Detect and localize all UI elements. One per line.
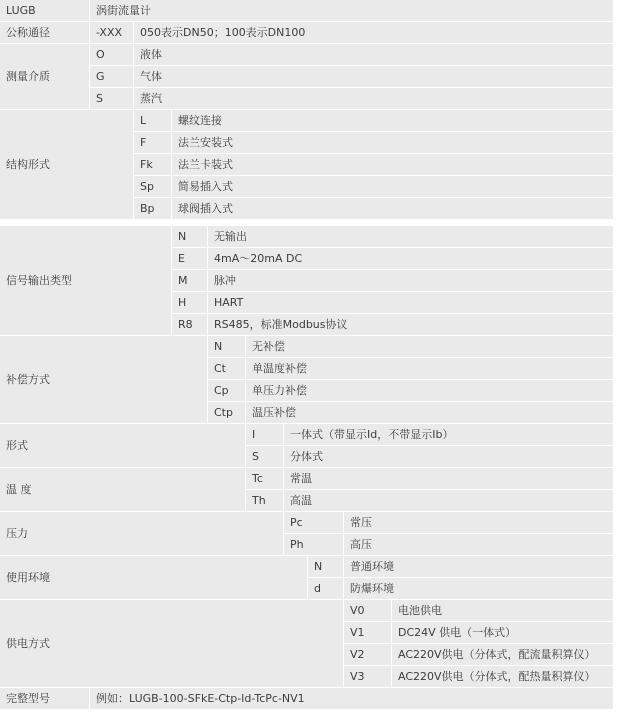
power-code: V2 [344,644,392,666]
power-desc: AC220V供电（分体式，配流量积算仪） [392,644,614,666]
nominal-diameter-label: 公称通径 [0,22,90,44]
structure-desc: 螺纹连接 [172,110,614,132]
signal-output-desc: 无输出 [208,226,614,248]
power-desc: DC24V 供电（一体式） [392,622,614,644]
structure-desc: 法兰卡装式 [172,154,614,176]
nominal-diameter-code: -XXX [90,22,134,44]
temperature-code: Th [246,490,284,512]
environment-code: d [308,578,344,600]
signal-output-code: H [172,292,208,314]
power-desc: AC220V供电（分体式，配热量积算仪） [392,666,614,688]
medium-code: G [90,66,134,88]
compensation-desc: 温压补偿 [246,402,614,424]
signal-output-desc: HART [208,292,614,314]
temperature-label: 温 度 [0,468,246,512]
pressure-desc: 常压 [344,512,614,534]
form-label: 形式 [0,424,246,468]
model-name: 涡街流量计 [90,0,614,22]
structure-code: Fk [134,154,172,176]
temperature-desc: 常温 [284,468,614,490]
signal-output-code: E [172,248,208,270]
signal-output-desc: RS485，标准Modbus协议 [208,314,614,336]
form-code: S [246,446,284,468]
pressure-code: Ph [284,534,344,556]
full-model-label: 完整型号 [0,688,90,710]
form-code: I [246,424,284,446]
compensation-code: Ctp [208,402,246,424]
pressure-desc: 高压 [344,534,614,556]
compensation-desc: 单温度补偿 [246,358,614,380]
environment-desc: 普通环境 [344,556,614,578]
medium-desc: 气体 [134,66,614,88]
medium-code: O [90,44,134,66]
compensation-desc: 无补偿 [246,336,614,358]
signal-output-desc: 脉冲 [208,270,614,292]
temperature-code: Tc [246,468,284,490]
signal-output-code: N [172,226,208,248]
signal-output-label: 信号输出类型 [0,226,172,336]
medium-code: S [90,88,134,110]
signal-output-desc: 4mA～20mA DC [208,248,614,270]
power-code: V1 [344,622,392,644]
compensation-code: Cp [208,380,246,402]
full-model-example: 例如：LUGB-100-SFkE-Ctp-Id-TcPc-NV1 [90,688,614,710]
power-code: V3 [344,666,392,688]
temperature-desc: 高温 [284,490,614,512]
structure-code: Sp [134,176,172,198]
compensation-desc: 单压力补偿 [246,380,614,402]
medium-desc: 蒸汽 [134,88,614,110]
structure-label: 结构形式 [0,110,134,220]
power-desc: 电池供电 [392,600,614,622]
structure-code: F [134,132,172,154]
signal-output-code: R8 [172,314,208,336]
structure-desc: 简易插入式 [172,176,614,198]
nominal-diameter-desc: 050表示DN50；100表示DN100 [134,22,614,44]
medium-label: 测量介质 [0,44,90,110]
environment-code: N [308,556,344,578]
form-desc: 一体式（带显示Id，不带显示Ib） [284,424,614,446]
power-code: V0 [344,600,392,622]
compensation-code: N [208,336,246,358]
power-label: 供电方式 [0,600,344,688]
structure-desc: 法兰安装式 [172,132,614,154]
structure-code: Bp [134,198,172,220]
pressure-code: Pc [284,512,344,534]
structure-desc: 球阀插入式 [172,198,614,220]
model-code: LUGB [0,0,90,22]
environment-label: 使用环境 [0,556,308,600]
structure-code: L [134,110,172,132]
form-desc: 分体式 [284,446,614,468]
compensation-code: Ct [208,358,246,380]
environment-desc: 防爆环境 [344,578,614,600]
medium-desc: 液体 [134,44,614,66]
pressure-label: 压力 [0,512,284,556]
compensation-label: 补偿方式 [0,336,208,424]
signal-output-code: M [172,270,208,292]
